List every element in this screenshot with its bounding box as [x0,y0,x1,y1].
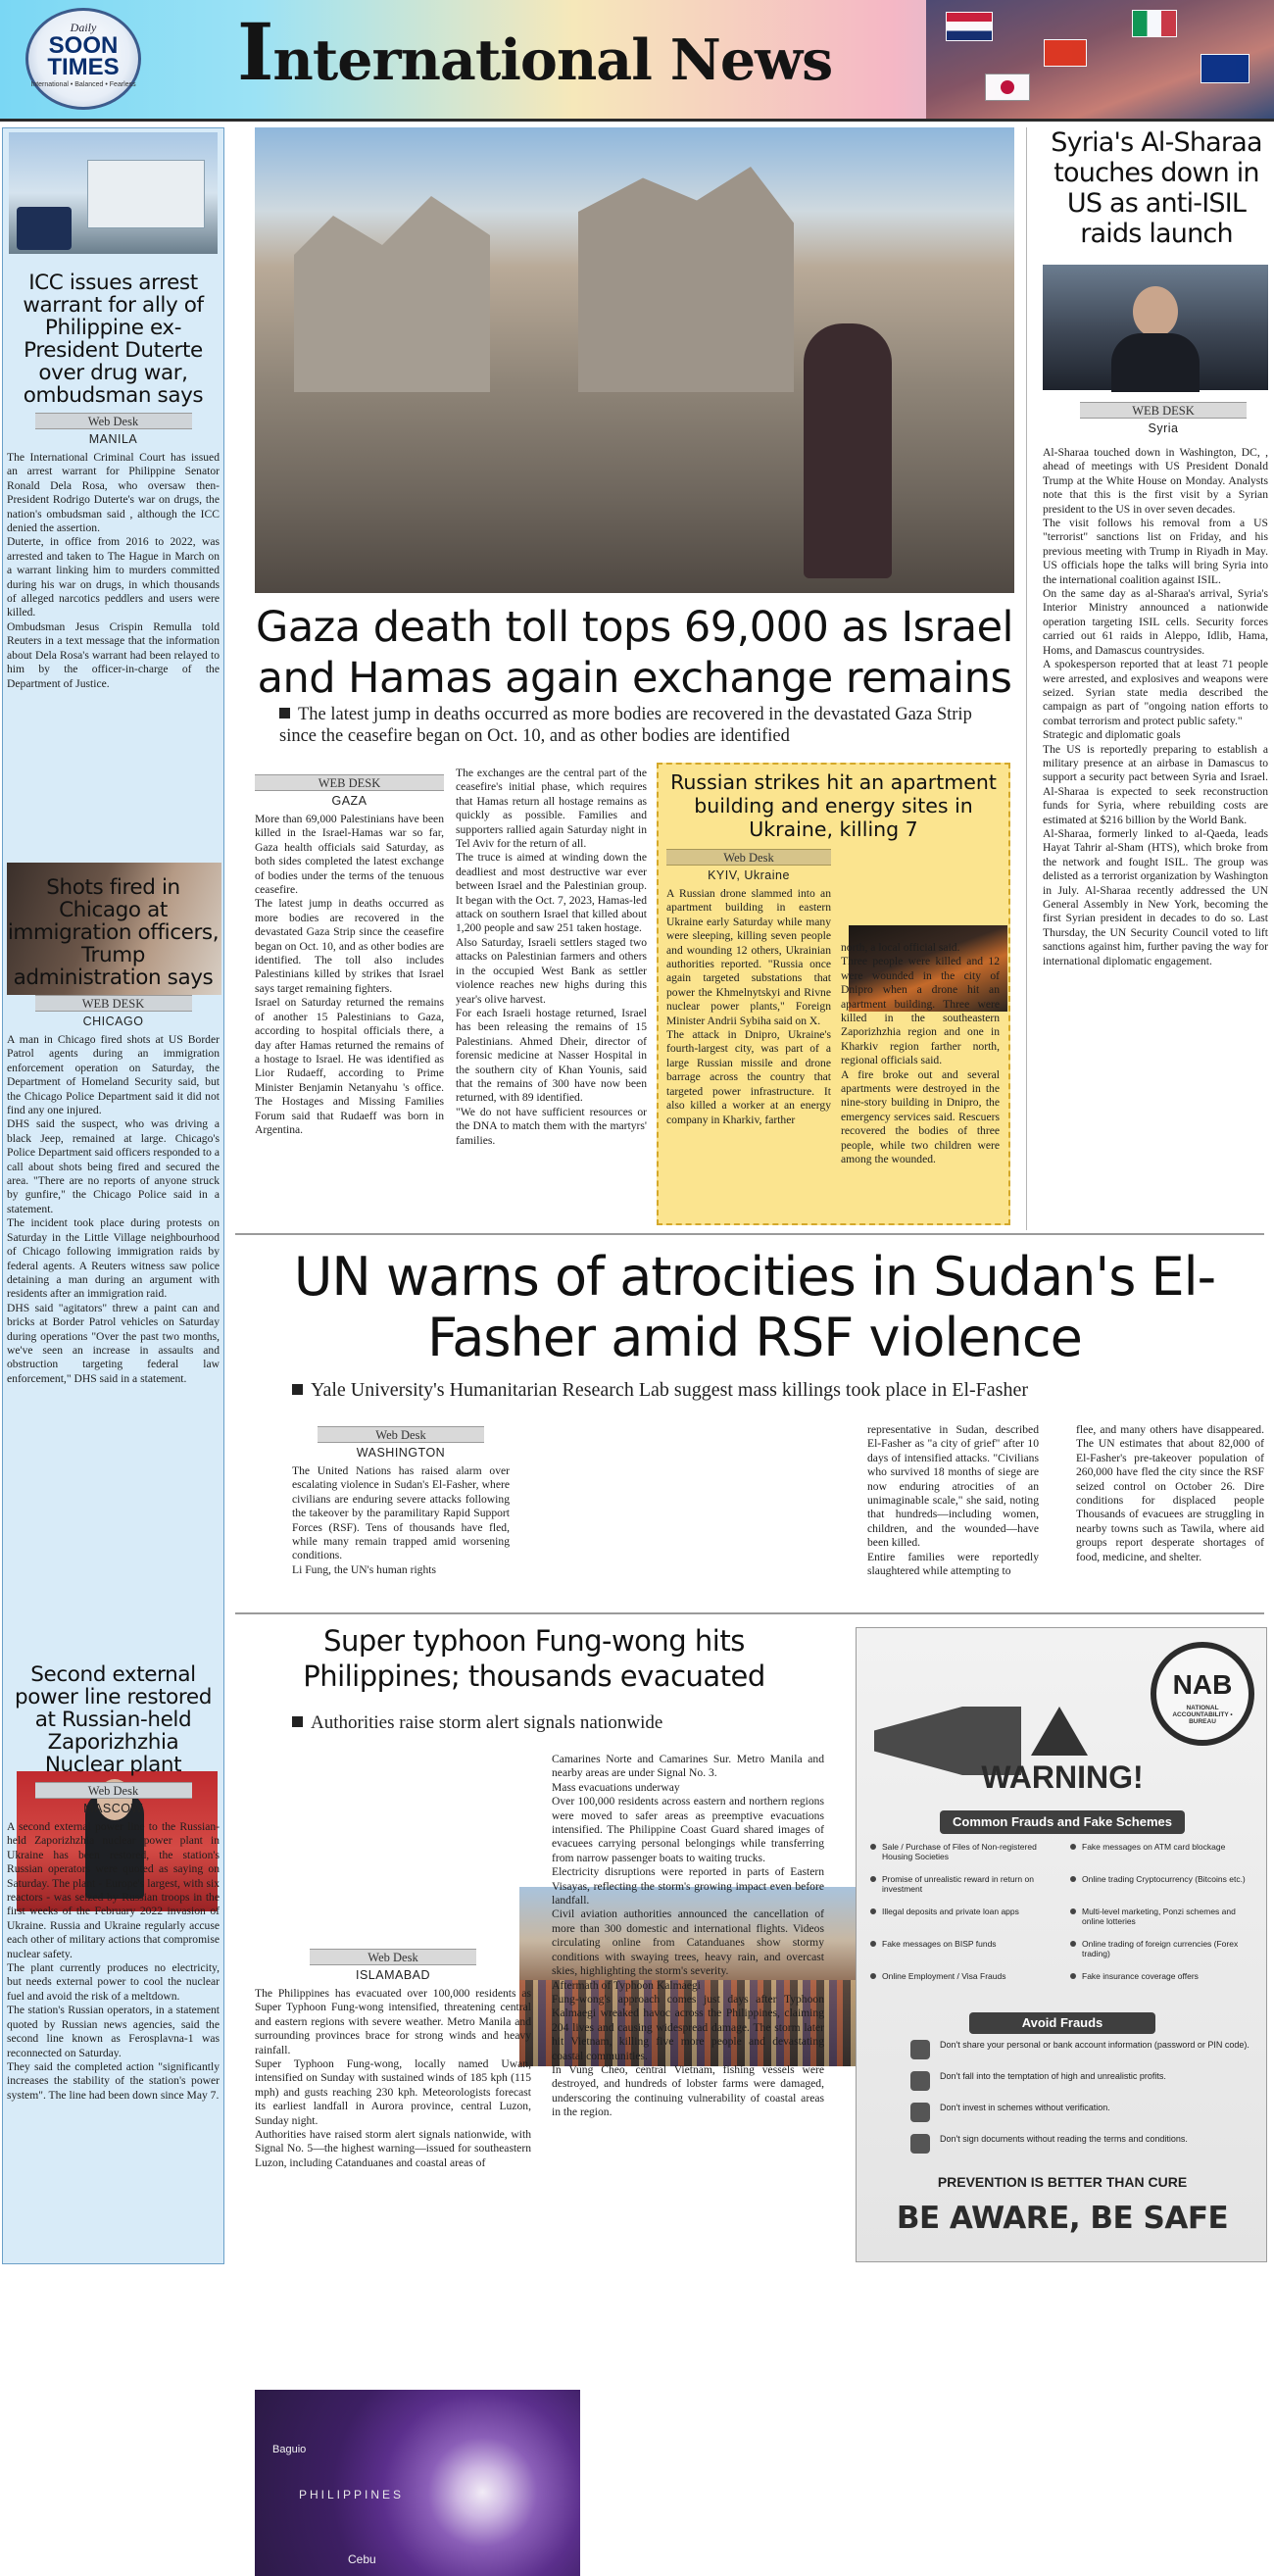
dateline: Syria [1148,421,1179,435]
flag-icon [946,12,993,41]
dateline: ISLAMABAD [355,1968,431,1982]
masthead [0,0,1274,122]
flag-icon [1044,39,1087,67]
bullet-icon [292,1384,303,1395]
slogan: PREVENTION IS BETTER THAN CURE [937,2174,1188,2190]
masthead-collage [926,0,1274,119]
dateline: WASHINGTON [356,1446,446,1460]
fraud-item: Online Employment / Visa Frauds [870,1971,1054,2001]
bullet-icon [870,1908,876,1914]
desk-label: WEB DESK [255,774,444,791]
story-zaporizhzhia [7,1663,220,2256]
right-column [1041,127,1272,1225]
fraud-item: Online trading of foreign currencies (Forex trading) [1070,1939,1254,1968]
avoid-icon [910,2103,930,2122]
avoid-item: Don't fall into the temptation of high and unrealistic profits. [910,2071,1253,2097]
nab-logo: NAB NATIONAL ACCOUNTABILITY • BUREAU [1151,1642,1254,1746]
russia-box [657,763,1010,1225]
sudan-subhead: Yale University's Humanitarian Research Lab suggest mass killings took place in El-Fasher [292,1379,1252,1401]
avoid-item: Don't invest in schemes without verification. [910,2103,1253,2128]
fraud-item: Illegal deposits and private loan apps [870,1907,1054,1936]
frauds-banner: Common Frauds and Fake Schemes [940,1810,1185,1834]
map-label: Baguio [272,2444,307,2455]
sudan-col-2 [867,1423,1039,1604]
nab-advertisement [856,1627,1267,2262]
avoid-item: Don't sign documents without reading the terms and conditions. [910,2134,1253,2159]
desk-label: WEB DESK [1080,402,1247,419]
dateline: GAZA [331,794,368,808]
icc-emblem-icon [17,207,72,250]
bullet-icon [1070,1973,1076,1979]
dateline: CHICAGO [82,1015,144,1028]
masthead-title: International News [237,6,833,98]
story-body: A man in Chicago fired shots at US Border Patrol agents during an immigration enforcement operation on Saturday, the Department of Homeland Security said, but the Chicago Police Department said it did not find any one injured. DHS said the suspect, who was driving a black Jeep, remained at large. Chicago's Police Department said officers responded to a call about shots being fired and secured the area. "There are no reports of anyone struck by gunfire," the Chicago Police said in a statement. The incident took place during protests on Saturday in the Little Village neighbourhood of Chicago following immigration raids by federal agents. A Reuters witness saw police detaining a man during an argument with residents after an immigration raid. DHS said "agitators" threw a paint can and bricks at Border Patrol vehicles on Saturday during operations "Over the past two months, we've seen an increase in assaults and obstruction targeting federal law enforcement," DHS said in a statement. [7,1033,220,1385]
story-body: The Philippines has evacuated over 100,000 residents as Super Typhoon Fung-wong intensified, threatening central and eastern regions with severe weather. Metro Manila and surrounding provinces brace for strong winds and heavy rainfall. Super Typhoon Fung-wong, locally named Uwan, intensified on Sunday with sustained winds of 185 kph (115 mph) and gusts reaching 230 kph. Meteorologists forecast its earliest landfall in Aurora province, central Luzon, Sunday night. Authorities have raised storm alert signals nationwide, with Signal No. 5—the highest warning—issued for southeastern Luzon, including Catanduanes and coastal areas of [255,1987,531,2169]
warning-title: WARNING! [981,1759,1144,1795]
be-aware-banner: BE AWARE, BE SAFE [896,2201,1229,2236]
avoid-item: Don't share your personal or bank account information (password or PIN code). [910,2040,1253,2065]
story-body: Al-Sharaa touched down in Washington, DC, , ahead of meetings with US President Donald Trump at the White House on Monday. Analysts note that this is the first visit by a Syrian president to the US in over seven decades. The visit follows his removal from a US "terrorist" sanctions list on Friday, and his previous meeting with Trump in Riyadh in May. US officials hope the talks will bring Syria into the international coalition against ISIL. On the same day as al-Sharaa's arrival, Syria's Interior Ministry announced a nationwide operation targeting ISIL cells. Security forces carried out 61 raids in Aleppo, Idlib, Hama, Homs, and Damascus countrysides. A spokesperson reported that at least 71 people were arrested, and explosives and weapons were seized. Syrian state media described the campaign as part of "ongoing nation efforts to combat terrorism and protect public safety." Strategic and diplomatic goals The US is reportedly preparing to establish a military presence at an airbase in Damascus to support a security pact between Syria and Israel. Al-Sharaa is expected to seek reconstruction funds for Syria, where rebuilding costs are estimated at $216 billion by the World Bank. Al-Sharaa, formerly linked to al-Qaeda, leads Hayat Tahrir al-Sham (HTS), which broke from the network and fought ISIL. The group was delisted as a terrorist organization by Washington in July. Al-Sharaa recently addressed the UN General Assembly in New York, becoming the first Syrian president in decades to do so. Last Thursday, the UN Security Council voted to lift sanctions against him, further paving the way for international diplomatic engagement. [1043,446,1268,967]
newspaper-logo: Daily SOON TIMES International • Balanced • Fearless [25,8,141,110]
bullet-icon [292,1716,303,1727]
avoid-icon [910,2134,930,2154]
story-body: representative in Sudan, described El-Fasher as "a city of grief" after 10 days of intensified attacks. "Civilians who survived 18 months of siege are now enduring atrocities of an unimaginable scale," she said, noting that hundreds—including women, children, and the wounded—have been killed. Entire families were reportedly slaughtered while attempting to [867,1423,1039,1578]
story-body: A Russian drone slammed into an apartment building in eastern Ukraine early Saturday while many were sleeping, killing seven people and wounding 12 others, Ukrainian authorities reported. "Russia once again targeted substations that power the Khmelnytskyi and Rivne nuclear power plants," Foreign Minister Andrii Sybiha said on X. The attack in Dnipro, Ukraine's fourth-largest city, was part of a large Russian missile and drone barrage across the country that targeted power infrastructure. It also killed a worker at an energy company in Kharkiv, farther [666,887,831,1126]
flag-icon [1132,10,1177,37]
sudan-col-1 [292,1426,510,1611]
gaza-subhead: The latest jump in deaths occurred as more bodies are recovered in the devastated Gaza Strip since the ceasefire began on Oct. 10, and as other bodies are identified [279,705,972,746]
gaza-col-1 [255,774,444,1224]
bullet-icon [870,1941,876,1947]
desk-label: Web Desk [310,1949,476,1965]
bullet-icon [870,1844,876,1850]
fraud-item: Multi-level marketing, Ponzi schemes and online lotteries [1070,1907,1254,1936]
desk-label: WEB DESK [35,995,192,1012]
fraud-item: Fake messages on BISP funds [870,1939,1054,1968]
desk-label: Web Desk [666,849,831,866]
typhoon-satellite-map [255,2390,580,2576]
story-body: More than 69,000 Palestinians have been killed in the Israel-Hamas war so far, Gaza health officials said Saturday, as both sides completed the latest exchange of bodies under the terms of the tenuous ceasefire. The latest jump in deaths occurred as more bodies are recovered in the devastated Gaza Strip since the ceasefire began on Oct. 10, and as other bodies are identified. The toll also includes Palestinians killed by strikes that Israel says target remaining fighters. Israel on Saturday returned the remains of another 15 Palestinians to Gaza, according to hospital officials there, a day after Hamas returned the remains of a hostage to Israel. He was identified as Lior Rudaeff, according to Prime Minister Benjamin Netanyahu 's office. The Hostages and Missing Families Forum said that Rudaeff was born in Argentina. [255,813,444,1136]
bullet-icon [870,1876,876,1882]
bullet-icon [1070,1908,1076,1914]
story-body: The exchanges are the central part of the ceasefire's initial phase, which requires that Hamas return all hostage remains as quickly as possible. Families and supporters rallied again Saturday night in Tel Aviv for the return of all. The truce is aimed at winding down the deadliest and most destructive war ever between Israel and the Palestinian group. It began with the Oct. 7, 2023, Hamas-led attack on southern Israel that killed about 1,200 people and saw 251 taken hostage. Also Saturday, Israeli settlers staged two attacks on Palestinian farmers and others in the occupied West Bank as settler violence reaches new highs during this year's olive harvest. For each Israeli hostage returned, Israel has been releasing the remains of 15 Palestinians. Ahmed Dheir, director of forensic medicine at Nasser Hospital in the southern city of Khan Younis, said that the remains of 300 have now been returned, with 89 identified. "We do not have sufficient resources or the DNA to match them with the martyrs' families. [456,767,647,1147]
desk-label: Web Desk [318,1426,484,1443]
fraud-item: Fake insurance coverage offers [1070,1971,1254,2001]
syria-headline: Syria's Al-Sharaa touches down in US as anti-ISIL raids launch [1051,127,1262,249]
russia-headline: Russian strikes hit an apartment building and energy sites in Ukraine, killing 7 [670,770,997,841]
flag-icon [1200,54,1250,83]
syria-photo [1043,265,1268,390]
dateline: KYIV, Ukraine [708,868,790,882]
column-rule [1026,127,1027,1230]
story-headline: ICC issues arrest warrant for ally of Philippine ex-President Duterte over drug war, ombudsman says [23,271,204,408]
story-body: The International Criminal Court has issued an arrest warrant for Philippine Senator Ronald Dela Rosa, who oversaw then-President Rodrigo Duterte's war on drugs, the nation's ombudsman said , although the ICC denied the assertion. Duterte, in office from 2016 to 2022, was arrested and taken to The Hague in March on a warrant linking him to murders committed during his war on drugs, in which thousands of alleged narcotics peddlers and users were killed. Ombudsman Jesus Crispin Remulla told Reuters in a text message that the information about Dela Rosa's warrant had been relayed to him by the officer-in-charge of the Department of Justice. [7,451,220,690]
fraud-item: Fake messages on ATM card blockage [1070,1842,1254,1871]
gaza-headline: Gaza death toll tops 69,000 as Israel and Hamas again exchange remains [256,603,1013,703]
story-headline: Shots fired in Chicago at immigration officers, Trump administration says [7,875,220,990]
icc-photo [9,132,218,254]
section-rule [235,1612,1264,1614]
bullet-icon [1070,1941,1076,1947]
typhoon-subhead: Authorities raise storm alert signals nationwide [292,1712,841,1734]
fraud-item: Online trading Cryptocurrency (Bitcoins etc.) [1070,1874,1254,1904]
story-chicago [7,876,220,1513]
flag-icon [985,74,1030,101]
bullet-icon [279,708,290,718]
story-body: A second external power line to the Russian-held Zaporizhzhia nuclear power plant in Ukraine has been restored, the station's Russian operators were quoted as saying on Saturday. The plant - Europe's largest, with six reactors - was seized by Russian troops in the first weeks of the February 2022 invasion of Ukraine. Russia and Ukraine regularly accuse each other of military actions that compromise nuclear safety. The plant currently produces no electricity, but needs external power to cool the nuclear fuel and avoid the risk of a meltdown. The station's Russian operators, in a statement quoted by Russian news agencies, said the second line known as Ferosplavna-1 was reconnected on Saturday. They said the completed action "significantly increases the stability of the station's power system". The line had been down since May 7. [7,1820,220,2102]
avoid-banner: Avoid Frauds [969,2012,1155,2034]
story-body: The United Nations has raised alarm over escalating violence in Sudan's El-Fasher, where civilians are enduring severe attacks following the takeover by the paramilitary Rapid Support Forces (RSF). Tens of thousands have fled, while many remain trapped amid worsening conditions. Li Fung, the UN's human rights [292,1464,510,1576]
child-figure [804,323,892,578]
bullet-icon [1070,1844,1076,1850]
gaza-photo [255,127,1014,593]
sudan-col-3 [1076,1423,1264,1610]
story-body: flee, and many others have disappeared. The UN estimates that about 82,000 of El-Fasher's pre-takeover population of 260,000 have fled the city since the RSF seized control on October 26. Dire conditions for displaced people Thousands of evacuees are struggling in nearby towns such as Tawila, where aid groups report desperate shortages of food, medicine, and shelter. [1076,1423,1264,1563]
dateline: MANILA [88,432,138,446]
avoid-icon [910,2040,930,2059]
fraud-item: Sale / Purchase of Files of Non-registered Housing Societies [870,1842,1054,1871]
map-label: Cebu [348,2552,376,2566]
left-sidebar [2,127,224,2264]
typhoon-headline: Super typhoon Fung-wong hits Philippines; thousands evacuated [303,1624,765,1693]
bullet-icon [1070,1876,1076,1882]
story-body: Camarines Norte and Camarines Sur. Metro Manila and nearby areas are under Signal No. 3. Mass evacuations underway Over 100,000 residents across eastern and northern regions were moved to safer areas as preemptive evacuations intensified. The Philippine Coast Guard shared images of evacuees carrying personal belongings while transferring from narrow passenger boats to waiting trucks. Electricity disruptions were reported in parts of Eastern Visayas, reflecting the storm's growing impact even before landfall. Civil aviation authorities announced the cancellation of more than 300 domestic and international flights. Videos circulating online from Catanduanes show stormy conditions with swaying trees, heavy rain, and overcast skies, highlighting the storm's severity. Aftermath of Typhoon Kalmaegi Fung-wong's approach comes just days after Typhoon Kalmaegi wreaked havoc across the Philippines, claiming 204 lives and causing widespread damage. The storm later hit Vietnam, killing five more people and devastating coastal communities. In Vung Cheo, central Vietnam, fishing vessels were destroyed, and hundreds of lobster farms were damaged, underscoring the continuing vulnerability of coastal areas in the region. [552,1753,824,2119]
map-label: PHILIPPINES [299,2488,405,2502]
fraud-item: Promise of unrealistic reward in return on investment [870,1874,1054,1904]
section-rule [235,1233,1264,1235]
dateline: MASCOW [83,1802,143,1815]
bullet-icon [870,1973,876,1979]
typhoon-col-2 [552,1753,824,2241]
story-body: north, a local official said. Three people were killed and 12 were wounded in the city of Dnipro when a drone hit an apartment building. Three were killed in the southeastern Zaporizhzhia region and one in Kharkiv region farther north, regional officials said. A fire broke out and several apartments were destroyed in the nine-story building in Dnipro, the emergency services said. Rescuers recovered the bodies of three people, while two children were among the wounded. [841,941,1000,1166]
avoid-icon [910,2071,930,2091]
russia-col-2 [841,941,1000,1215]
warning-triangle-icon [1031,1707,1088,1756]
sudan-headline: UN warns of atrocities in Sudan's El-Fasher amid RSF violence [293,1246,1216,1368]
desk-label: Web Desk [35,413,192,429]
story-headline: Second external power line restored at Russian-held Zaporizhzhia Nuclear plant [15,1662,212,1777]
gaza-col-2 [456,767,647,1222]
story-icc [7,272,220,708]
desk-label: Web Desk [35,1782,192,1799]
russia-col-1 [666,849,831,1220]
typhoon-col-1 [255,1949,531,2252]
